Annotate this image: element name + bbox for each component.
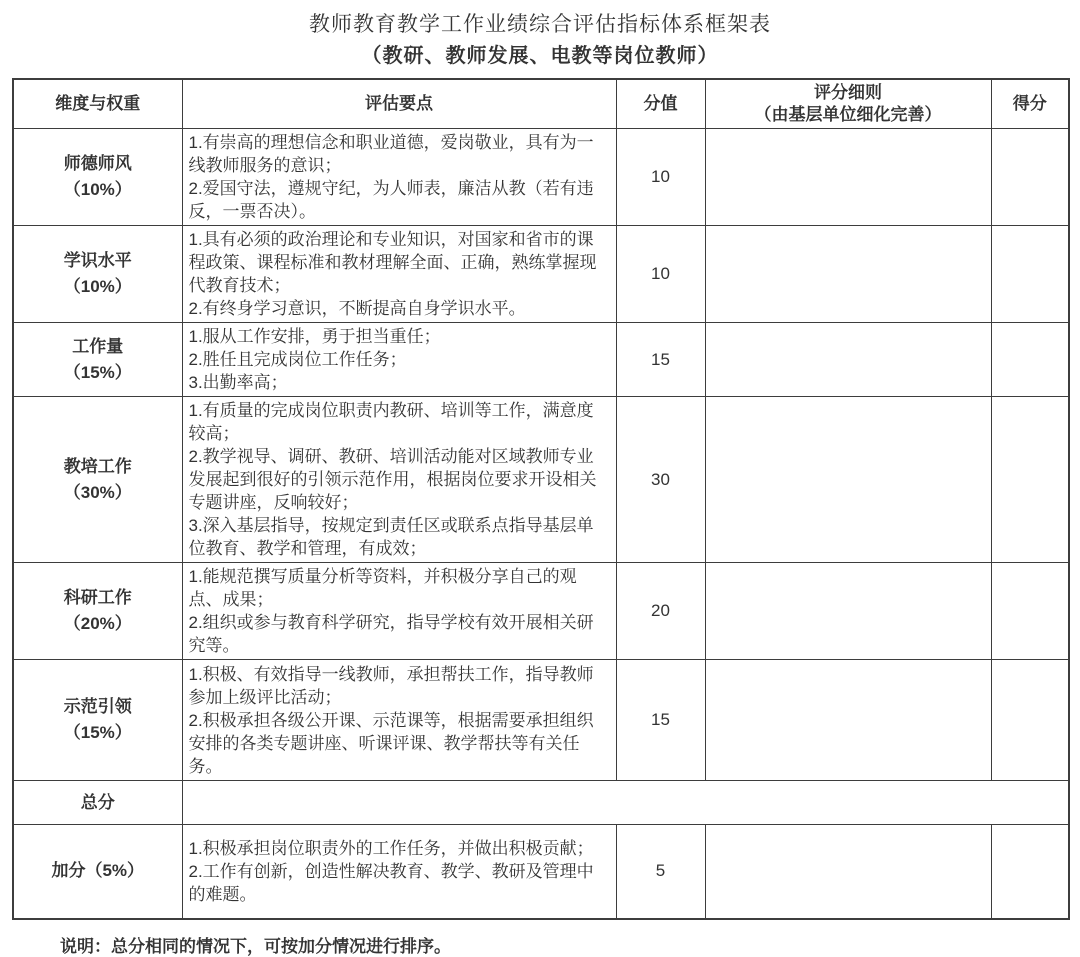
dimension-cell: 科研工作 （20%） (13, 563, 182, 660)
score-value-cell: 15 (616, 323, 705, 397)
earned-score-cell (991, 226, 1069, 323)
table-row (13, 129, 1069, 226)
points-cell: 1.能规范撰写质量分析等资料，并积极分享自己的观点、成果； 2.组织或参与教育科学研究，指导学校有效开展相关研究等。 (182, 563, 616, 660)
table-row (13, 323, 1069, 397)
earned-score-cell (991, 563, 1069, 660)
dimension-cell: 工作量 （15%） (13, 323, 182, 397)
header-earned: 得分 (991, 79, 1069, 129)
earned-score-cell (991, 397, 1069, 563)
header-score: 分值 (616, 79, 705, 129)
points-cell: 1.有质量的完成岗位职责内教研、培训等工作，满意度较高； 2.教学视导、调研、教研、培训活动能对区域教师专业发展起到很好的引领示范作用，根据岗位要求开设相关专题讲座，反响较好； 3.深入基层指导，按规定到责任区或联系点指导基层单位教育、教学和管理，有成效； (182, 397, 616, 563)
table-row (13, 563, 1069, 660)
points-cell: 1.积极、有效指导一线教师，承担帮扶工作，指导教师参加上级评比活动； 2.积极承担各级公开课、示范课等，根据需要承担组织安排的各类专题讲座、听课评课、教学帮扶等有关任务。 (182, 660, 616, 781)
earned-score-cell (991, 323, 1069, 397)
points-cell: 1.服从工作安排，勇于担当重任； 2.胜任且完成岗位工作任务； 3.出勤率高； (182, 323, 616, 397)
score-value-cell: 5 (616, 825, 705, 919)
dimension-cell: 师德师风 （10%） (13, 129, 182, 226)
header-points: 评估要点 (182, 79, 616, 129)
score-value-cell: 15 (616, 660, 705, 781)
earned-score-cell (991, 660, 1069, 781)
total-score-row (13, 781, 1069, 825)
dimension-cell: 总分 (13, 781, 182, 825)
footer-note: 说明：总分相同的情况下，可按加分情况进行排序。 (60, 936, 451, 956)
rubric-cell (705, 323, 991, 397)
score-value-cell: 20 (616, 563, 705, 660)
score-value-cell: 30 (616, 397, 705, 563)
points-cell: 1.积极承担岗位职责外的工作任务，并做出积极贡献； 2.工作有创新，创造性解决教育、教学、教研及管理中的难题。 (182, 825, 616, 919)
earned-score-cell (991, 129, 1069, 226)
header-rubric: 评分细则 （由基层单位细化完善） (705, 79, 991, 129)
rubric-cell (705, 397, 991, 563)
points-cell: 1.有崇高的理想信念和职业道德，爱岗敬业，具有为一线教师服务的意识； 2.爱国守法，遵规守纪，为人师表，廉洁从教（若有违反，一票否决）。 (182, 129, 616, 226)
page-title: 教师教育教学工作业绩综合评估指标体系框架表 (309, 13, 771, 36)
rubric-cell (705, 563, 991, 660)
rubric-cell (705, 226, 991, 323)
table-row (13, 397, 1069, 563)
table-row (13, 226, 1069, 323)
score-value-cell: 10 (616, 129, 705, 226)
dimension-cell: 示范引领 （15%） (13, 660, 182, 781)
table-row (13, 660, 1069, 781)
rubric-cell (705, 825, 991, 919)
header-dimension: 维度与权重 (13, 79, 182, 129)
rubric-cell (705, 129, 991, 226)
points-cell: 1.具有必须的政治理论和专业知识，对国家和省市的课程政策、课程标准和教材理解全面、正确，熟练掌握现代教育技术； 2.有终身学习意识，不断提高自身学识水平。 (182, 226, 616, 323)
score-value-cell: 10 (616, 226, 705, 323)
dimension-cell: 教培工作 （30%） (13, 397, 182, 563)
rubric-cell (705, 660, 991, 781)
table-header-row (13, 79, 1069, 129)
dimension-cell: 学识水平 （10%） (13, 226, 182, 323)
evaluation-table (12, 78, 1070, 920)
total-score-blank-cell (182, 781, 1069, 825)
dimension-cell: 加分（5%） (13, 825, 182, 919)
page-subtitle: （教研、教师发展、电教等岗位教师） (361, 45, 719, 67)
earned-score-cell (991, 825, 1069, 919)
bonus-row (13, 825, 1069, 919)
